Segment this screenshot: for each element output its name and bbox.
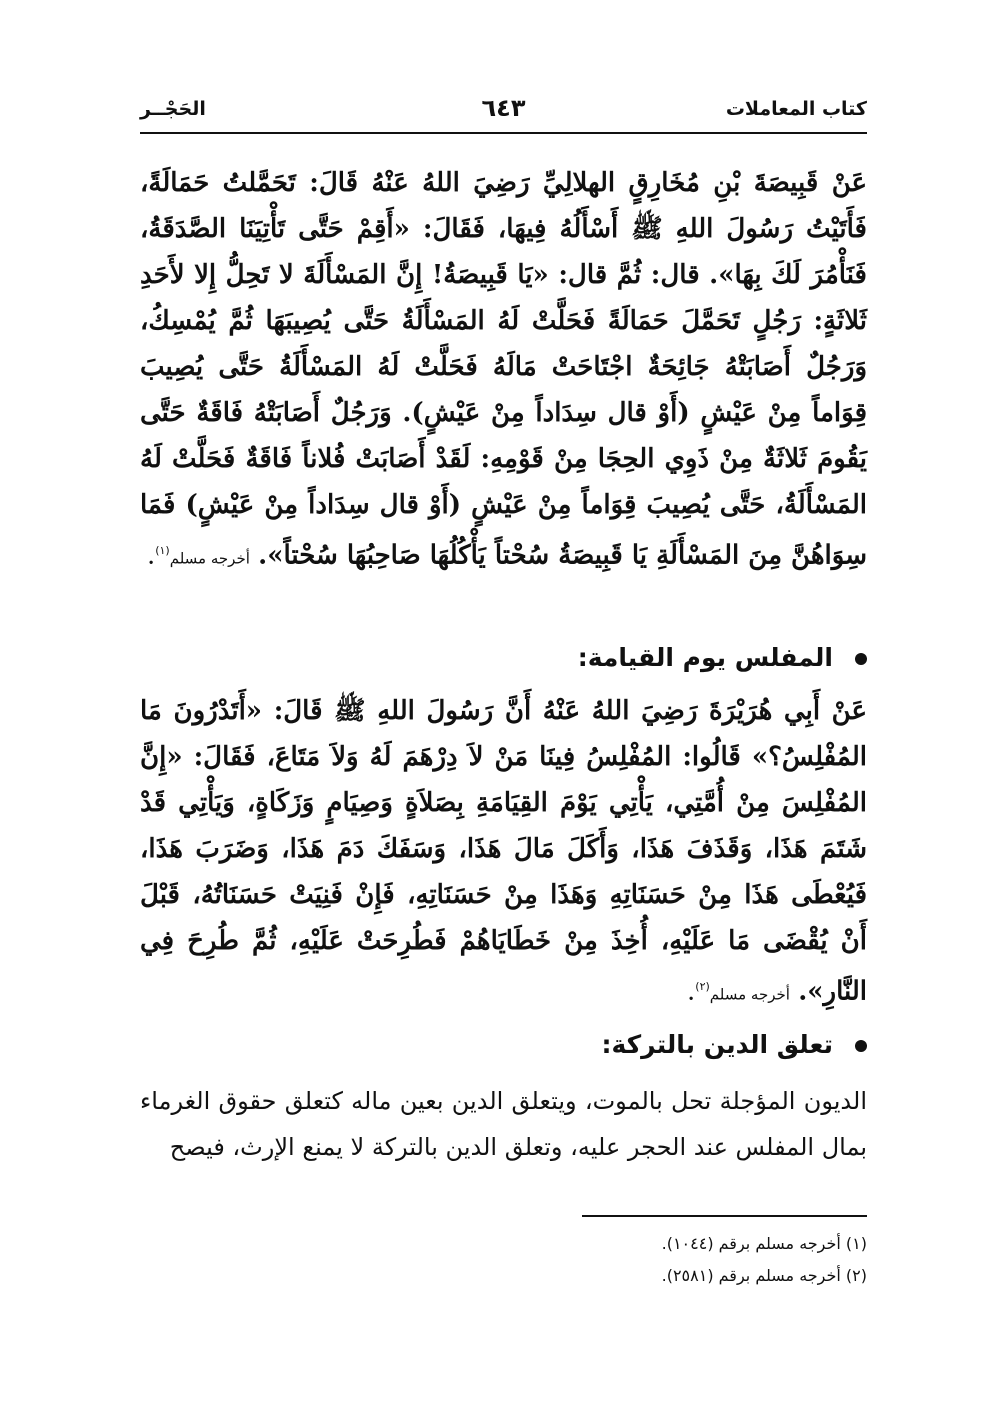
- body-paragraph: [140, 1078, 867, 1170]
- heading-text: المفلس يوم القيامة:: [577, 643, 833, 672]
- hadith-muflis: [140, 688, 867, 1018]
- header-divider: [140, 132, 867, 134]
- footnotes: [140, 1228, 867, 1292]
- section-heading: [140, 1025, 867, 1065]
- footnote-ref: (٢): [695, 980, 710, 993]
- hadith-qabisa: [140, 160, 867, 582]
- book-title: كتاب المعاملات: [725, 98, 867, 120]
- heading-text: تعلق الدين بالتركة:: [601, 1030, 833, 1059]
- footnote-divider: [582, 1215, 867, 1217]
- hadith-source: أخرجه مسلم: [709, 985, 790, 1004]
- end-mark: .: [687, 976, 696, 1007]
- footnote-item: (١) أخرجه مسلم برقم (١٠٤٤).: [661, 1234, 867, 1253]
- hadith-text: عَنْ قَبِيصَةَ بْنِ مُخَارِقٍ الهلالِيِّ رَضِيَ اللهُ عَنْهُ قَالَ: تَحَمَّلتُ حَمَالَةً، فَأَتَيْتُ رَسُولَ اللهِ ﷺ أَسْأَلُهُ فِيهَا، فَقَالَ: «أَقِمْ حَتَّى تَأْتِيَنَا الصَّدَقَةُ، فَنَأْمُرَ لَكَ بِهَا». قال: ثُمَّ قال: «يَا قَبِيصَةُ! إِنَّ المَسْأَلَةَ لا تَحِلُّ إِلا لأَحَدِ ثَلاثَةٍ: رَجُلٍ تَحَمَّلَ حَمَالَةً فَحَلَّتْ لَهُ المَسْأَلَةُ حَتَّى يُصِيبَهَا ثُمَّ يُمْسِكُ، وَرَجُلٌ أَصَابَتْهُ جَائِحَةٌ اجْتَاحَتْ مَالَهُ فَحَلَّتْ لَهُ المَسْأَلَةُ حَتَّى يُصِيبَ قِوَاماً مِنْ عَيْشٍ (أَوْ قال سِدَاداً مِنْ عَيْشٍ). وَرَجُلٌ أَصَابَتْهُ فَاقَةٌ حَتَّى يَقُومَ ثَلاثَةٌ مِنْ ذَوِي الحِجَا مِنْ قَوْمِهِ: لَقَدْ أَصَابَتْ فُلاناً فَاقَةٌ فَحَلَّتْ لَهُ المَسْأَلَةُ، حَتَّى يُصِيبَ قِوَاماً مِنْ عَيْشٍ (أَوْ قال سِدَاداً مِنْ عَيْشٍ) فَمَا سِوَاهُنَّ مِنَ المَسْأَلَةِ يَا قَبِيصَةُ سُحْتاً يَأْكُلُهَا صَاحِبُهَا سُحْتاً».: [140, 168, 867, 571]
- chapter-title: الحَجْــر: [140, 98, 206, 120]
- footnote-ref: (١): [155, 544, 170, 557]
- hadith-paragraph: [140, 688, 867, 1018]
- hadith-text: عَنْ أَبِي هُرَيْرَةَ رَضِيَ اللهُ عَنْهُ أَنَّ رَسُولَ اللهِ ﷺ قَالَ: «أَتَدْرُونَ مَا المُفْلِسُ؟» قَالُوا: المُفْلِسُ فِينَا مَنْ لاَ دِرْهَمَ لَهُ وَلاَ مَتَاعَ، فَقَالَ: «إِنَّ المُفْلِسَ مِنْ أُمَّتِي، يَأْتِي يَوْمَ القِيَامَةِ بِصَلاَةٍ وَصِيَامٍ وَزَكَاةٍ، وَيَأْتِي قَدْ شَتَمَ هَذَا، وَقَذَفَ هَذَا، وَأَكَلَ مَالَ هَذَا، وَسَفَكَ دَمَ هَذَا، وَضَرَبَ هَذَا، فَيُعْطَى هَذَا مِنْ حَسَنَاتِهِ وَهَذَا مِنْ حَسَنَاتِهِ، فَإِنْ فَنِيَتْ حَسَنَاتُهُ، قَبْلَ أَنْ يُقْضَى مَا عَلَيْهِ، أُخِذَ مِنْ خَطَايَاهُمْ فَطُرِحَتْ عَلَيْهِ، ثُمَّ طُرِحَ فِي النَّارِ».: [140, 696, 867, 1007]
- hadith-paragraph: [140, 160, 867, 582]
- end-mark: .: [146, 540, 156, 571]
- hadith-source: أخرجه مسلم: [169, 549, 250, 568]
- page-number: ٦٤٣: [481, 94, 526, 122]
- bullet-icon: [855, 1040, 867, 1052]
- bullet-icon: [855, 653, 867, 665]
- footnote-item: (٢) أخرجه مسلم برقم (٢٥٨١).: [661, 1266, 867, 1285]
- page-header: [140, 94, 867, 130]
- section-heading: [140, 638, 867, 678]
- paragraph-text: الديون المؤجلة تحل بالموت، ويتعلق الدين بعين ماله كتعلق حقوق الغرماء بمال المفلس عند الحجر عليه، وتعلق الدين بالتركة لا يمنع الإرث، فيصح: [140, 1087, 867, 1161]
